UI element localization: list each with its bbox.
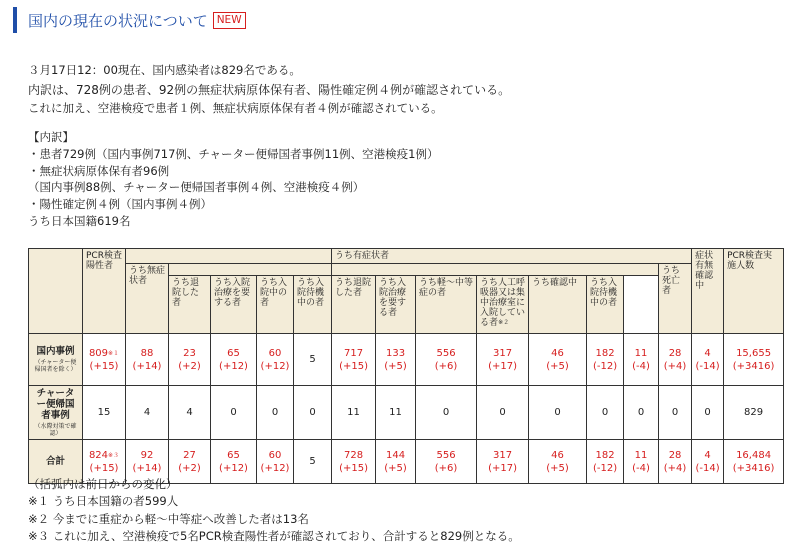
cell-sym-discharged: 11 xyxy=(376,386,416,440)
cell-deaths: 28 (+4) xyxy=(659,334,692,386)
header-pcr-tests: PCR検査実施人数 xyxy=(724,249,784,334)
header-sym-ventilator: うち人工呼吸器又は集中治療室に入院している者$^{※2}$ xyxy=(477,276,529,334)
header-asym-needs-treatment: うち入院治療を要する者 xyxy=(211,276,257,334)
cell-symptom-confirming: 4 (-14) xyxy=(692,334,724,386)
cell-pcr-tests: 829 xyxy=(724,386,784,440)
cell-sym-mild-moderate: 0 xyxy=(477,386,529,440)
cell-deaths: 28 (+4) xyxy=(659,440,692,484)
cell-sym-confirming: 182 (-12) xyxy=(587,334,624,386)
cell-sym-waiting: 11 (-4) xyxy=(624,440,659,484)
row-label-charter: チャーター便帰国者事例 （水際対策で確認） xyxy=(29,386,83,440)
header-sym-confirming: うち確認中 xyxy=(529,276,587,334)
cell-asym-hospitalized: 60 (+12) xyxy=(257,440,294,484)
cell-asym-needs-treatment: 0 xyxy=(211,386,257,440)
cell-sym-ventilator: 0 xyxy=(529,386,587,440)
cell-asym-discharged: 27 (+2) xyxy=(169,440,211,484)
header-asym-hospitalized: うち入院中の者 xyxy=(257,276,294,334)
cell-asym-waiting: 0 xyxy=(294,386,332,440)
cell-pcr-positive: 15 xyxy=(83,386,126,440)
cell-sym-waiting: 11 (-4) xyxy=(624,334,659,386)
cell-sym-ventilator: 46 (+5) xyxy=(529,334,587,386)
cell-sym-needs-treatment: 0 xyxy=(416,386,477,440)
heading-accent-bar xyxy=(13,7,17,33)
header-deaths: うち死亡者 xyxy=(659,264,692,334)
cell-pcr-positive: 809$^{※1}$ (+15) xyxy=(83,334,126,386)
section-heading xyxy=(13,7,246,33)
cell-sym-waiting: 0 xyxy=(624,386,659,440)
header-note-marker: ※２ xyxy=(498,319,510,326)
header-group-spacer xyxy=(126,249,332,264)
cell-asym-discharged: 4 xyxy=(169,386,211,440)
case-table xyxy=(28,248,775,474)
header-sym-needs-treatment: うち入院治療を要する者 xyxy=(376,276,416,334)
cell-asym-hospitalized: 60 (+12) xyxy=(257,334,294,386)
header-asymptomatic: うち無症状者 xyxy=(126,264,169,334)
breakdown-line: ・無症状病原体保有者96例 xyxy=(28,163,170,178)
new-badge: NEW xyxy=(213,12,246,29)
status-lead: ３月17日12：00現在、国内感染者は829名である。 xyxy=(28,63,301,77)
cell-sym-ventilator: 46 (+5) xyxy=(529,440,587,484)
breakdown-heading: 【内訳】 xyxy=(28,130,74,144)
airport-quarantine-note: これに加え、空港検疫で患者１例、無症状病原体保有者４例が確認されている。 xyxy=(28,101,443,115)
row-label-total: 合計 xyxy=(29,440,83,484)
breakdown-line: ・患者729例（国内事例717例、チャーター便帰国者事例11例、空港検疫1例） xyxy=(28,146,439,161)
cell-asymptomatic: 92 (+14) xyxy=(126,440,169,484)
footnote: ※１ うち日本国籍の者599人 xyxy=(28,494,179,509)
cell-symptom-confirming: 0 xyxy=(692,386,724,440)
cell-sym-confirming: 0 xyxy=(587,386,624,440)
header-asym-waiting: うち入院待機中の者 xyxy=(294,276,332,334)
breakdown-line: うち日本国籍619名 xyxy=(28,213,131,228)
cell-pcr-tests: 16,484 (+3416) xyxy=(724,440,784,484)
header-sym-spacer xyxy=(332,264,659,276)
header-sym-discharged: うち退院した者 xyxy=(332,276,376,334)
header-asym-discharged: うち退院した者 xyxy=(169,276,211,334)
cell-asym-needs-treatment: 65 (+12) xyxy=(211,440,257,484)
page-title: 国内の現在の状況について xyxy=(28,11,208,30)
cell-asym-needs-treatment: 65 (+12) xyxy=(211,334,257,386)
cell-sym-mild-moderate: 317 (+17) xyxy=(477,440,529,484)
cell-asymptomatic: 4 xyxy=(126,386,169,440)
cell-sym-confirming: 182 (-12) xyxy=(587,440,624,484)
footnote: ※２ 今までに重症から軽〜中等症へ改善した者は13名 xyxy=(28,511,309,526)
breakdown-list xyxy=(28,129,439,230)
cell-pcr-tests: 15,655 (+3416) xyxy=(724,334,784,386)
header-symptomatic: うち有症状者 xyxy=(332,249,692,264)
header-asym-spacer xyxy=(169,264,332,276)
cell-asym-waiting: 5 xyxy=(294,440,332,484)
cell-symptomatic: 11 xyxy=(332,386,376,440)
breakdown-line: （国内事例88例、チャーター便帰国者事例４例、空港検疫４例） xyxy=(28,180,365,195)
header-sym-waiting: うち入院待機中の者 xyxy=(587,276,624,334)
cell-asym-hospitalized: 0 xyxy=(257,386,294,440)
cell-sym-mild-moderate: 317 (+17) xyxy=(477,334,529,386)
header-symptom-confirming: 症状有無確認中 xyxy=(692,249,724,334)
header-corner xyxy=(29,249,83,334)
breakdown-line: ・陽性確定例４例（国内事例４例） xyxy=(28,197,212,212)
cell-sym-discharged: 144 (+5) xyxy=(376,440,416,484)
footnotes xyxy=(28,476,520,545)
cell-symptom-confirming: 4 (-14) xyxy=(692,440,724,484)
header-sym-mild-moderate: うち軽〜中等症の者 xyxy=(416,276,477,334)
footnote: ※３ これに加え、空港検疫で5名PCR検査陽性者が確認されており、合計すると829例となる。 xyxy=(28,528,520,543)
table-row xyxy=(29,334,784,386)
cell-sym-needs-treatment: 556 (+6) xyxy=(416,440,477,484)
cell-asym-waiting: 5 xyxy=(294,334,332,386)
cell-asymptomatic: 88 (+14) xyxy=(126,334,169,386)
cell-pcr-positive: 824$^{※3}$ (+15) xyxy=(83,440,126,484)
table-row xyxy=(29,386,784,440)
footnote: （括弧内は前日からの変化） xyxy=(28,477,178,491)
cell-deaths: 0 xyxy=(659,386,692,440)
row-label-domestic: 国内事例 （チャーター便帰国者を除く） xyxy=(29,334,83,386)
cell-symptomatic: 717 (+15) xyxy=(332,334,376,386)
header-pcr-positive: PCR検査陽性者 xyxy=(83,249,126,334)
cell-asym-discharged: 23 (+2) xyxy=(169,334,211,386)
cell-sym-needs-treatment: 556 (+6) xyxy=(416,334,477,386)
breakdown-summary: 内訳は、728例の患者、92例の無症状病原体保有者、陽性確定例４例が確認されている。 xyxy=(28,83,511,97)
cell-symptomatic: 728 (+15) xyxy=(332,440,376,484)
cell-sym-discharged: 133 (+5) xyxy=(376,334,416,386)
